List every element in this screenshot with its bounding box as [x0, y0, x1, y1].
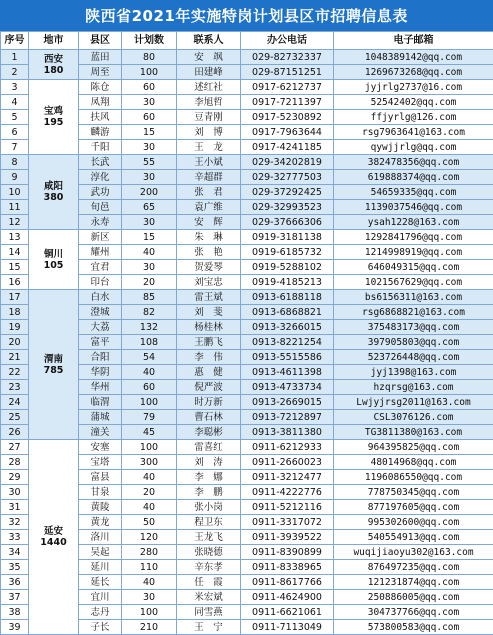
- cell-plan-count: 300: [122, 455, 177, 470]
- cell-contact: 程卫东: [177, 515, 241, 530]
- cell-plan-count: 132: [122, 320, 177, 335]
- cell-city: [29, 440, 79, 635]
- cell-phone: 029-82732337: [241, 50, 334, 65]
- cell-city: [29, 50, 79, 80]
- cell-email: qywjjrlg@qq.com: [334, 140, 493, 155]
- cell-plan-count: 30: [122, 260, 177, 275]
- cell-contact: 辛东孝: [177, 560, 241, 575]
- cell-phone: 029-37666306: [241, 215, 334, 230]
- page-title: 陕西省2021年实施特岗计划县区市招聘信息表: [0, 0, 493, 31]
- cell-email: 54659335@qq.com: [334, 185, 493, 200]
- cell-phone: 0911-3939522: [241, 530, 334, 545]
- cell-plan-count: 100: [122, 605, 177, 620]
- cell-plan-count: 30: [122, 95, 177, 110]
- cell-serial: 36: [1, 575, 29, 590]
- cell-contact: 述红社: [177, 80, 241, 95]
- cell-email: 573800583@qq.com: [334, 620, 493, 635]
- cell-county: 陈仓: [79, 80, 122, 95]
- cell-serial: 10: [1, 185, 29, 200]
- city-total: 785: [29, 365, 78, 376]
- cell-contact: 张小岗: [177, 500, 241, 515]
- cell-phone: 0911-7113049: [241, 620, 334, 635]
- table-row: [1, 155, 493, 170]
- cell-plan-count: 40: [122, 470, 177, 485]
- cell-county: 延长: [79, 575, 122, 590]
- cell-county: 周至: [79, 65, 122, 80]
- cell-serial: 32: [1, 515, 29, 530]
- cell-phone: 0919-6185732: [241, 245, 334, 260]
- cell-county: 子长: [79, 620, 122, 635]
- cell-phone: 0911-3317072: [241, 515, 334, 530]
- cell-email: 121231874@qq.com: [334, 575, 493, 590]
- cell-email: 382478356@qq.com: [334, 155, 493, 170]
- cell-serial: 27: [1, 440, 29, 455]
- cell-phone: 0911-4222776: [241, 485, 334, 500]
- cell-serial: 28: [1, 455, 29, 470]
- cell-serial: 13: [1, 230, 29, 245]
- cell-contact: 李聪彬: [177, 425, 241, 440]
- cell-contact: 田建峰: [177, 65, 241, 80]
- cell-plan-count: 120: [122, 530, 177, 545]
- cell-phone: 0919-4185213: [241, 275, 334, 290]
- cell-email: TG3811380@163.com: [334, 425, 493, 440]
- cell-phone: 0911-2660023: [241, 455, 334, 470]
- recruitment-table: [0, 31, 493, 635]
- cell-contact: 张 艳: [177, 245, 241, 260]
- cell-plan-count: 60: [122, 380, 177, 395]
- cell-serial: 35: [1, 560, 29, 575]
- cell-county: 凤翔: [79, 95, 122, 110]
- cell-contact: 同雪燕: [177, 605, 241, 620]
- cell-serial: 30: [1, 485, 29, 500]
- cell-serial: 33: [1, 530, 29, 545]
- table-row: [1, 230, 493, 245]
- table-body: [1, 50, 493, 635]
- cell-plan-count: 30: [122, 590, 177, 605]
- cell-county: 千阳: [79, 140, 122, 155]
- cell-plan-count: 54: [122, 350, 177, 365]
- cell-email: 877197605@qq.com: [334, 500, 493, 515]
- cell-email: 523726448@qq.com: [334, 350, 493, 365]
- cell-county: 临渭: [79, 395, 122, 410]
- city-name: 西安: [29, 54, 78, 65]
- cell-email: 964395825@qq.com: [334, 440, 493, 455]
- cell-email: 375483173@qq.com: [334, 320, 493, 335]
- cell-email: 876497235@qq.com: [334, 560, 493, 575]
- cell-serial: 7: [1, 140, 29, 155]
- cell-plan-count: 280: [122, 545, 177, 560]
- cell-plan-count: 55: [122, 155, 177, 170]
- cell-county: 宜君: [79, 260, 122, 275]
- city-name: 铜川: [29, 249, 78, 260]
- cell-county: 富县: [79, 470, 122, 485]
- cell-email: 397905803@qq.com: [334, 335, 493, 350]
- cell-email: bs6156311@163.com: [334, 290, 493, 305]
- cell-county: 长武: [79, 155, 122, 170]
- cell-contact: 辛超群: [177, 170, 241, 185]
- cell-phone: 0911-6212933: [241, 440, 334, 455]
- cell-county: 蓝田: [79, 50, 122, 65]
- cell-serial: 9: [1, 170, 29, 185]
- cell-phone: 029-32777503: [241, 170, 334, 185]
- cell-serial: 24: [1, 395, 29, 410]
- cell-county: 新区: [79, 230, 122, 245]
- cell-email: ffjyrlg@126.com: [334, 110, 493, 125]
- cell-serial: 23: [1, 380, 29, 395]
- cell-contact: 杨桂林: [177, 320, 241, 335]
- cell-county: 永寿: [79, 215, 122, 230]
- cell-county: 蒲城: [79, 410, 122, 425]
- cell-plan-count: 15: [122, 230, 177, 245]
- cell-county: 扶风: [79, 110, 122, 125]
- cell-plan-count: 60: [122, 110, 177, 125]
- cell-email: 1048389142@qq.com: [334, 50, 493, 65]
- table-row: [1, 290, 493, 305]
- cell-plan-count: 210: [122, 620, 177, 635]
- city-name: 延安: [29, 526, 78, 537]
- cell-contact: 豆青刚: [177, 110, 241, 125]
- cell-contact: 王鹏飞: [177, 335, 241, 350]
- city-name: 渭南: [29, 354, 78, 365]
- cell-phone: 0913-5515586: [241, 350, 334, 365]
- cell-contact: 米宏斌: [177, 590, 241, 605]
- cell-city: [29, 155, 79, 230]
- cell-county: 华阴: [79, 365, 122, 380]
- cell-contact: 王小斌: [177, 155, 241, 170]
- cell-contact: 雷喜红: [177, 440, 241, 455]
- cell-email: 540554913@qq.com: [334, 530, 493, 545]
- cell-phone: 0919-3181138: [241, 230, 334, 245]
- city-name: 咸阳: [29, 181, 78, 192]
- cell-county: 吴起: [79, 545, 122, 560]
- cell-email: 1292841796@qq.com: [334, 230, 493, 245]
- cell-email: 1269673268@qq.com: [334, 65, 493, 80]
- cell-serial: 3: [1, 80, 29, 95]
- city-total: 180: [29, 65, 78, 76]
- cell-county: 黄陵: [79, 500, 122, 515]
- cell-plan-count: 30: [122, 215, 177, 230]
- cell-serial: 22: [1, 365, 29, 380]
- cell-phone: 0911-6621061: [241, 605, 334, 620]
- cell-contact: 任 霞: [177, 575, 241, 590]
- cell-contact: 李旭哲: [177, 95, 241, 110]
- cell-plan-count: 40: [122, 575, 177, 590]
- city-total: 380: [29, 192, 78, 203]
- cell-county: 富平: [79, 335, 122, 350]
- cell-phone: 0911-8338965: [241, 560, 334, 575]
- cell-phone: 0917-7963644: [241, 125, 334, 140]
- cell-phone: 0917-4241185: [241, 140, 334, 155]
- cell-email: 646049315@qq.com: [334, 260, 493, 275]
- cell-serial: 26: [1, 425, 29, 440]
- cell-serial: 20: [1, 335, 29, 350]
- table-row: [1, 80, 493, 95]
- cell-phone: 029-32993523: [241, 200, 334, 215]
- cell-plan-count: 40: [122, 245, 177, 260]
- cell-serial: 8: [1, 155, 29, 170]
- cell-city: [29, 290, 79, 440]
- cell-county: 耀州: [79, 245, 122, 260]
- cell-contact: 刘 博: [177, 125, 241, 140]
- cell-serial: 39: [1, 620, 29, 635]
- cell-county: 志丹: [79, 605, 122, 620]
- cell-serial: 2: [1, 65, 29, 80]
- cell-county: 安塞: [79, 440, 122, 455]
- cell-serial: 25: [1, 410, 29, 425]
- cell-county: 甘泉: [79, 485, 122, 500]
- cell-plan-count: 60: [122, 80, 177, 95]
- cell-contact: 惠 健: [177, 365, 241, 380]
- cell-email: jyjrlg2737@16.com: [334, 80, 493, 95]
- cell-serial: 14: [1, 245, 29, 260]
- cell-plan-count: 20: [122, 275, 177, 290]
- cell-serial: 29: [1, 470, 29, 485]
- city-name: 宝鸡: [29, 106, 78, 117]
- cell-county: 武功: [79, 185, 122, 200]
- header-serial: 序号: [1, 32, 29, 50]
- cell-county: 洛川: [79, 530, 122, 545]
- cell-city: [29, 80, 79, 155]
- cell-plan-count: 100: [122, 65, 177, 80]
- cell-phone: 0911-8390899: [241, 545, 334, 560]
- cell-contact: 王 宁: [177, 620, 241, 635]
- cell-plan-count: 82: [122, 305, 177, 320]
- cell-serial: 21: [1, 350, 29, 365]
- cell-phone: 029-87151251: [241, 65, 334, 80]
- cell-plan-count: 100: [122, 440, 177, 455]
- cell-email: rsg7963641@163.com: [334, 125, 493, 140]
- cell-serial: 16: [1, 275, 29, 290]
- cell-plan-count: 45: [122, 425, 177, 440]
- cell-phone: 0911-5212116: [241, 500, 334, 515]
- cell-plan-count: 200: [122, 185, 177, 200]
- cell-plan-count: 79: [122, 410, 177, 425]
- cell-plan-count: 100: [122, 395, 177, 410]
- cell-contact: 刘 斐: [177, 305, 241, 320]
- cell-phone: 0913-7212897: [241, 410, 334, 425]
- cell-county: 黄龙: [79, 515, 122, 530]
- cell-plan-count: 50: [122, 515, 177, 530]
- cell-serial: 38: [1, 605, 29, 620]
- cell-phone: 0913-4611398: [241, 365, 334, 380]
- cell-email: 778750345@qq.com: [334, 485, 493, 500]
- cell-email: 1021567629@qq.com: [334, 275, 493, 290]
- cell-phone: 0913-4733734: [241, 380, 334, 395]
- cell-serial: 34: [1, 545, 29, 560]
- cell-county: 麟游: [79, 125, 122, 140]
- cell-email: 1214998919@qq.com: [334, 245, 493, 260]
- cell-contact: 李 伟: [177, 350, 241, 365]
- cell-phone: 0911-4624900: [241, 590, 334, 605]
- cell-email: 52542402@qq.com: [334, 95, 493, 110]
- header-row: [1, 32, 493, 50]
- cell-serial: 19: [1, 320, 29, 335]
- cell-contact: 贺爱琴: [177, 260, 241, 275]
- cell-phone: 0913-6188118: [241, 290, 334, 305]
- cell-county: 白水: [79, 290, 122, 305]
- cell-county: 澄城: [79, 305, 122, 320]
- cell-serial: 12: [1, 215, 29, 230]
- cell-email: 1139037546@qq.com: [334, 200, 493, 215]
- cell-county: 延川: [79, 560, 122, 575]
- cell-phone: 0919-5288102: [241, 260, 334, 275]
- cell-serial: 1: [1, 50, 29, 65]
- cell-county: 宜川: [79, 590, 122, 605]
- cell-email: hzqrsg@163.com: [334, 380, 493, 395]
- cell-contact: 王 龙: [177, 140, 241, 155]
- cell-plan-count: 40: [122, 365, 177, 380]
- city-total: 105: [29, 260, 78, 271]
- cell-plan-count: 80: [122, 50, 177, 65]
- table-row: [1, 50, 493, 65]
- cell-email: 995302600@qq.com: [334, 515, 493, 530]
- cell-serial: 15: [1, 260, 29, 275]
- cell-email: CSL3076126.com: [334, 410, 493, 425]
- cell-plan-count: 85: [122, 290, 177, 305]
- cell-serial: 18: [1, 305, 29, 320]
- cell-county: 大荔: [79, 320, 122, 335]
- cell-serial: 11: [1, 200, 29, 215]
- cell-email: 48014968@qq.com: [334, 455, 493, 470]
- cell-serial: 4: [1, 95, 29, 110]
- cell-serial: 17: [1, 290, 29, 305]
- cell-email: 1196086550@qq.com: [334, 470, 493, 485]
- cell-contact: 张 君: [177, 185, 241, 200]
- cell-county: 宝塔: [79, 455, 122, 470]
- cell-contact: 李 鹏: [177, 485, 241, 500]
- cell-email: rsg6868821@163.com: [334, 305, 493, 320]
- cell-plan-count: 40: [122, 500, 177, 515]
- cell-email: Lwjyjrsg2011@163.com: [334, 395, 493, 410]
- cell-contact: 雷王斌: [177, 290, 241, 305]
- cell-contact: 李 娜: [177, 470, 241, 485]
- cell-phone: 029-37292425: [241, 185, 334, 200]
- cell-plan-count: 20: [122, 485, 177, 500]
- cell-contact: 刘宝忠: [177, 275, 241, 290]
- cell-email: wuqijiaoyu302@163.com: [334, 545, 493, 560]
- cell-contact: 刘 涛: [177, 455, 241, 470]
- cell-email: 304737766@qq.com: [334, 605, 493, 620]
- cell-plan-count: 65: [122, 200, 177, 215]
- cell-email: 619888374@qq.com: [334, 170, 493, 185]
- table-row: [1, 440, 493, 455]
- cell-contact: 王龙飞: [177, 530, 241, 545]
- cell-phone: 0917-7211397: [241, 95, 334, 110]
- cell-phone: 0913-8221254: [241, 335, 334, 350]
- cell-contact: 张晓德: [177, 545, 241, 560]
- header-phone: 办公电话: [241, 32, 334, 50]
- cell-county: 淳化: [79, 170, 122, 185]
- cell-phone: 0913-3266015: [241, 320, 334, 335]
- cell-city: [29, 230, 79, 290]
- cell-county: 合阳: [79, 350, 122, 365]
- cell-phone: 0917-6212737: [241, 80, 334, 95]
- cell-phone: 0913-3811380: [241, 425, 334, 440]
- cell-county: 印台: [79, 275, 122, 290]
- cell-phone: 0917-5230892: [241, 110, 334, 125]
- cell-email: 250886005@qq.com: [334, 590, 493, 605]
- cell-contact: 倪严波: [177, 380, 241, 395]
- cell-serial: 6: [1, 125, 29, 140]
- header-city: 地市: [29, 32, 79, 50]
- cell-phone: 0911-3212477: [241, 470, 334, 485]
- cell-contact: 时万新: [177, 395, 241, 410]
- city-total: 1440: [29, 537, 78, 548]
- cell-plan-count: 15: [122, 125, 177, 140]
- header-email: 电子邮箱: [334, 32, 493, 50]
- header-county: 县区: [79, 32, 122, 50]
- cell-phone: 0913-6868821: [241, 305, 334, 320]
- cell-county: 华州: [79, 380, 122, 395]
- cell-phone: 0911-8617766: [241, 575, 334, 590]
- cell-contact: 朱 琳: [177, 230, 241, 245]
- cell-serial: 37: [1, 590, 29, 605]
- header-plan-count: 计划数: [122, 32, 177, 50]
- cell-contact: 袁广维: [177, 200, 241, 215]
- cell-email: ysah1228@163.com: [334, 215, 493, 230]
- cell-county: 旬邑: [79, 200, 122, 215]
- city-total: 195: [29, 117, 78, 128]
- cell-serial: 5: [1, 110, 29, 125]
- cell-plan-count: 30: [122, 140, 177, 155]
- cell-contact: 安 辉: [177, 215, 241, 230]
- cell-phone: 0913-2669015: [241, 395, 334, 410]
- cell-plan-count: 110: [122, 560, 177, 575]
- cell-contact: 曹石林: [177, 410, 241, 425]
- cell-serial: 31: [1, 500, 29, 515]
- cell-contact: 安 飒: [177, 50, 241, 65]
- header-contact: 联系人: [177, 32, 241, 50]
- cell-phone: 029-34202819: [241, 155, 334, 170]
- cell-county: 潼关: [79, 425, 122, 440]
- cell-plan-count: 108: [122, 335, 177, 350]
- cell-email: jyj1398@163.com: [334, 365, 493, 380]
- cell-plan-count: 30: [122, 170, 177, 185]
